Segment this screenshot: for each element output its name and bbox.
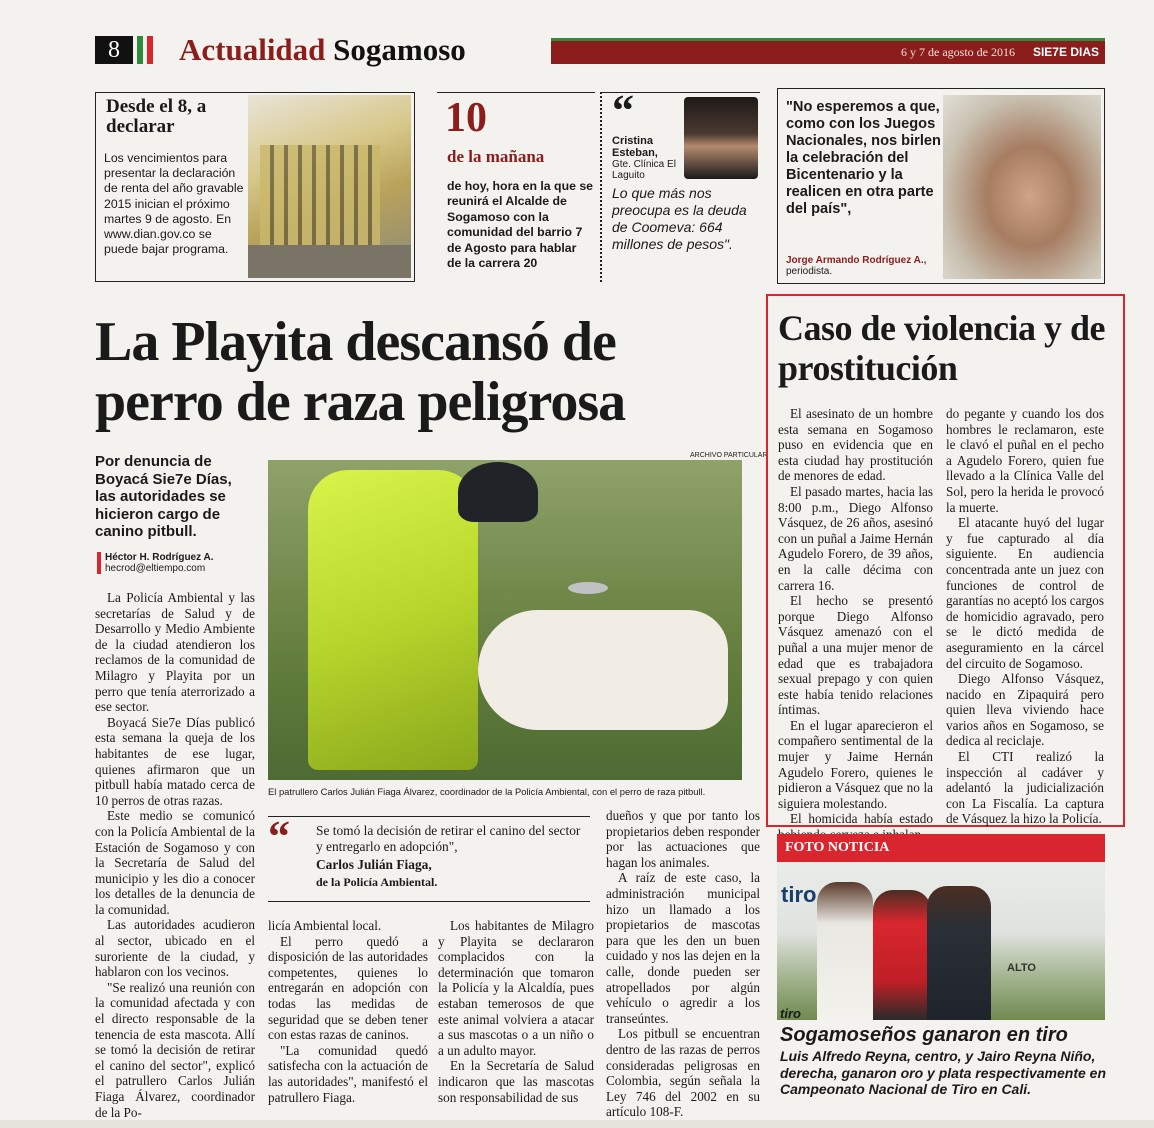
shooter-left — [817, 882, 873, 1020]
violence-col2-p2: El atacante huyó del lugar y fue capturado al día siguiente. En audiencia concentrada ante un juez con funciones de control de garantías no aceptó los cargos de homicidio agravado, pero se le dictó medida de aseguramiento en la cárcel del circuito de Sogamoso. — [946, 515, 1104, 671]
violence-col1-p5: El homicida había estado — [790, 811, 933, 827]
cristina-quote: Lo que más nos preocupa es la deuda de Coomeva: 664 millones de pesos". — [612, 185, 747, 252]
alcalde-text: de hoy, hora en la que se reunirá el Alcalde de Sogamoso con la comunidad del barrio 7 de Agosto para hablar de la carrera 20 — [447, 179, 594, 271]
foto-noticia-label: FOTO NOTICIA — [785, 840, 890, 855]
pull-quote-mark-icon: “ — [268, 812, 290, 861]
cristina-role: Gte. Clínica El Laguito — [612, 159, 676, 181]
main-col2-p2: El perro quedó a disposición de las autoridades competentes, quienes lo entregarán en adopción con todas las medidas de seguridad que se deben tener con estas razas de caninos. — [268, 933, 428, 1043]
alcalde-number: 10 — [445, 95, 487, 141]
violence-col2-p4: El CTI realizó la inspección al cadáver y adelantó la judicialización con La Fiscalía. La captura de Vásquez la hizo la Policía. — [946, 749, 1104, 827]
page-bottom-edge — [0, 1120, 1154, 1128]
page-number: 8 — [95, 36, 133, 64]
cristina-photo — [684, 97, 758, 179]
tiro-sign: tiro — [781, 882, 817, 907]
violence-col-2 — [946, 406, 1104, 827]
photo-caption: El patrullero Carlos Julián Fiaga Álvarez, coordinador de la Policía Ambiental, con el perro de raza pitbull. — [268, 786, 706, 797]
main-col-2 — [268, 918, 428, 1105]
main-col3-p2: En la Secretaría de Salud indicaron que las mascotas son responsabilidad de sus — [438, 1058, 594, 1105]
dian-building-photo — [248, 95, 411, 278]
page-number-stripe — [137, 36, 143, 64]
main-photo — [268, 460, 742, 780]
cristina-box — [600, 86, 760, 282]
shooters-photo — [777, 862, 1105, 1020]
alcalde-box — [437, 92, 595, 282]
photo-news-headline: Sogamoseños ganaron en tiro — [780, 1024, 1068, 1046]
violence-col1-p1: El asesinato de un hombre esta semana en Sogamoso puso en evidencia que en esta ciudad hay prostitución de menores de edad. — [778, 406, 933, 484]
section-city: Sogamoso — [333, 32, 466, 67]
header-date: 6 y 7 de agosto de 2016 — [901, 45, 1015, 59]
violence-col1-p3: El hecho se presentó porque Diego Alfonso Vásquez amenazó con el puñal a una mujer menor de edad que es trabajadora sexual prepago y con quien este había tenido relaciones íntimas. — [778, 593, 933, 718]
bicentenario-quote: "No esperemos a que, como con los Juegos Nacionales, nos birlen la celebración del Bicentenario y la realicen en otra parte del país", — [786, 99, 941, 217]
dian-box — [95, 92, 415, 282]
page-header — [95, 34, 1105, 68]
dian-title: Desde el 8, a declarar — [106, 96, 207, 137]
dog-bowl — [568, 582, 608, 594]
photo-credit: ARCHIVO PARTICULAR — [690, 452, 768, 459]
pull-quote-author: Carlos Julián Fiaga, — [316, 857, 432, 872]
main-col1-p1: La Policía Ambiental y las secretarías de Salud y de Desarrollo y Medio Ambiente de la ciudad atendieron los reclamos de la comunidad de Milagro y Playita por un perro que tenía aterrorizado a ese sector. — [95, 590, 255, 715]
police-cap — [458, 462, 538, 522]
bicentenario-author — [786, 255, 946, 277]
police-officer — [308, 470, 478, 770]
bicentenario-box — [777, 88, 1105, 284]
main-col1-p2: Boyacá Sie7e Días publicó esta semana la queja de los habitantes de ese lugar, quienes afirmaron que un pitbull había matado cerca de 10 perros de otras razas. — [95, 714, 255, 808]
header-bar — [551, 38, 1105, 64]
main-col1-p5: "Se realizó una reunión con la comunidad afectada y con el directo responsable de la tenencia de esta mascota. Allí se tomó la decisión de retirar el canino del sector", explicó el patrullero Carlos Julián Fiaga Álvarez, coordinador de la Po- — [95, 979, 255, 1120]
main-col-1 — [95, 590, 255, 1120]
header-brand: SIE7E DIAS — [1032, 45, 1099, 59]
journalist-photo — [943, 95, 1101, 279]
bicentenario-author-role: periodista. — [786, 266, 833, 277]
violence-headline: Caso de violencia y de prostitución — [778, 308, 1105, 388]
byline-name: Héctor H. Rodríguez A. — [105, 552, 214, 563]
quote-mark-icon: “ — [612, 86, 634, 135]
main-col1-p4: Las autoridades acudieron al sector, ubicado en el suroriente de la ciudad, y hablaron con los vecinos. — [95, 917, 255, 980]
photo-news-text: Luis Alfredo Reyna, centro, y Jairo Reyna Niño, derecha, ganaron oro y plata respectivamente en Campeonato Nacional de Tiro en Cali. — [780, 1048, 1107, 1098]
dog — [478, 610, 728, 730]
alcalde-subtitle: de la mañana — [447, 147, 545, 166]
main-col4-p3: Los pitbull se encuentran dentro de las razas de perros consideradas peligrosas en Colombia, según señala la Ley 746 del 2002 en su artículo 108-F. — [606, 1026, 760, 1120]
tiro-logo-icon: tiro — [780, 1006, 801, 1021]
alto-sign: ALTO — [1007, 962, 1036, 974]
violence-col-1 — [778, 406, 933, 843]
section-stripe — [147, 36, 153, 64]
main-col-4 — [606, 808, 760, 1120]
violence-col2-p3: Diego Alfonso Vásquez, nacido en Zipaquirá pero quien lleva viviendo hace varios años en Sogamoso, se dedica al reciclaje. — [946, 671, 1104, 749]
main-col2-p3: "La comunidad quedó satisfecha con la actuación de las autoridades", manifestó el patrullero Fiaga. — [268, 1042, 428, 1105]
main-headline: La Playita descansó de perro de raza peligrosa — [95, 311, 626, 433]
cristina-name: Cristina Esteban, — [612, 135, 658, 159]
main-col4-p2: A raíz de este caso, la administración municipal hizo un llamado a los propietarios de mascotas para que les den un buen cuidado y nos las dejen en la calle, donde pueden ser atropellados por algún vehículo o agredir a los transeúntes. — [606, 870, 760, 1026]
byline-email: hecrod@eltiempo.com — [105, 563, 206, 574]
pull-quote-box — [268, 812, 590, 902]
main-col-3 — [438, 918, 594, 1105]
shooter-center — [873, 890, 931, 1020]
pull-quote-text: Se tomó la decisión de retirar el canino del sector y entregarlo en adopción", — [316, 823, 581, 854]
main-col3-p1: Los habitantes de Milagro y Playita se declararon complacidos con la determinación que tomaron la Policía y la Alcaldía, pues estaban temerosos de que este animal volviera a atacar a sus mascotas o a un niño o a un adulto mayor. — [438, 918, 594, 1058]
foto-noticia-bar — [777, 834, 1105, 862]
section-name: Actualidad — [179, 32, 326, 67]
byline — [97, 552, 257, 574]
dian-text: Los vencimientos para presentar la declaración de renta del año gravable 2015 inician el próximo martes 9 de agosto. En www.dian.gov.co se puede bajar programa. — [104, 151, 244, 257]
violence-col1-p4: En el lugar aparecieron el compañero sentimental de la mujer y Jaime Hernán Agudelo Forero, quienes le pidieron a Vásquez que no la siguiera molestando. — [778, 717, 933, 811]
main-deck: Por denuncia de Boyacá Sie7e Días, las autoridades se hicieron cargo de canino pitbull. — [95, 453, 232, 540]
violence-col2-p1: do pegante y cuando los dos hombres le reclamaron, este le clavó el puñal en el pecho a Agudelo Forero, quien fue llevado a la Clínica Valle del Sol, pero la herida le provocó la muerte. — [946, 406, 1104, 515]
shooter-right — [927, 886, 991, 1020]
violence-col1-p2: El pasado martes, hacia las 8:00 p.m., Diego Alfonso Vásquez, de 26 años, asesinó con un puñal a Jaime Hernán Agudelo Forero, de 39 años, en la calle décima con carrera 16. — [778, 483, 933, 593]
main-col2-p1: licía Ambiental local. — [268, 918, 382, 933]
main-col1-p3: Este medio se comunicó con la Policía Ambiental de la Estación de Sogamoso y con la Secretaría de Salud del municipio y les dio a conocer los detalles de la denuncia de la comunidad. — [95, 808, 255, 917]
section-title — [179, 32, 466, 68]
bicentenario-author-name: Jorge Armando Rodríguez A., — [786, 255, 927, 266]
main-col4-p1: dueños y que por tanto los propietarios deben responder por las actuaciones que hagan los animales. — [606, 808, 760, 870]
pull-quote-role: de la Policía Ambiental. — [316, 875, 438, 889]
